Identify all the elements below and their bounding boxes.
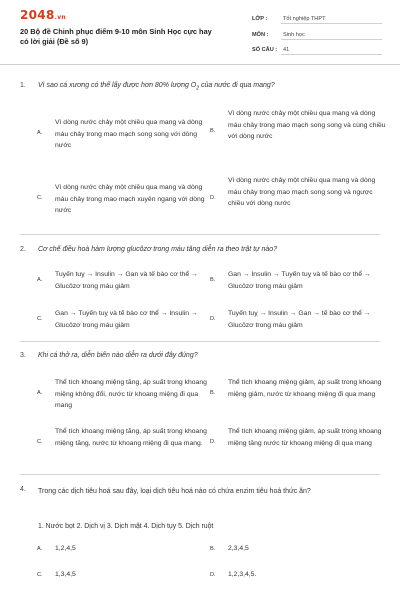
option-letter: D.: [210, 195, 216, 201]
question-number: 1.: [20, 82, 26, 89]
option-text: Tuyến tuỵ → Insulin → Gan và tế bào cơ thể → Glucôzơ trong máu giảm: [55, 271, 198, 290]
option-letter: A.: [37, 390, 43, 396]
option-letter: B.: [210, 546, 216, 552]
option-letter: C.: [37, 572, 43, 578]
choice-list: 1. Nước bọt 2. Dịch vị 3. Dịch mật 4. Dịch tụy 5. Dịch ruột: [38, 523, 214, 530]
question-divider: [20, 474, 380, 475]
stem-subscript: 2: [196, 85, 200, 92]
option-text: Thể tích khoang miệng giảm, áp suất trong khoang miệng giảm, nước từ khoang miệng đi qua mang: [228, 379, 382, 398]
meta-value: Sinh học: [283, 32, 305, 38]
site-logo[interactable]: [20, 8, 66, 22]
option-text: Gan → Tuyến tuỵ và tế bào cơ thể → Insulin → Glucôzơ trong máu giảm: [55, 310, 198, 329]
stem-text: Vì sao cá xương có thể lấy được hơn 80% lượng O: [38, 82, 197, 89]
option-letter: C.: [37, 316, 43, 322]
option-text: 1,3,4,5: [55, 571, 76, 578]
meta-key: LỚP :: [252, 16, 268, 22]
meta-key: SỐ CÂU :: [252, 47, 278, 53]
meta-row-subject: [252, 29, 382, 40]
option-letter: C.: [37, 439, 43, 445]
meta-underline: [281, 23, 382, 24]
option-text: Vì dòng nước chảy một chiều qua mang và dòng máu chảy trong mao mạch song song và ngược chiều với dòng nước: [228, 177, 376, 207]
option-letter: C.: [37, 195, 43, 201]
option-letter: D.: [210, 439, 216, 445]
option-letter: D.: [210, 316, 216, 322]
option-text: Vì dòng nước chảy một chiều qua mang và dòng máu chảy trong mao mạch song song với dòng nước: [55, 119, 203, 149]
question-number: 4.: [20, 486, 26, 493]
question-stem: Trong các dịch tiêu hoá sau đây, loại dịch tiêu hoá nào có chứa enzim tiêu hoá thức ăn?: [38, 488, 311, 495]
question-stem: Cơ chế điều hoà hàm lượng glucôzơ trong máu tăng diễn ra theo trật tự nào?: [38, 246, 278, 253]
question-stem: Khi cá thở ra, diễn biến nào diễn ra dưới đây đúng?: [38, 352, 198, 359]
meta-row-count: [252, 44, 382, 55]
document-header: [0, 0, 400, 65]
meta-value: 41: [283, 47, 290, 53]
option-letter: B.: [210, 390, 216, 396]
option-text: Tuyến tuỵ → Insulin → Gan → tế bào cơ thể → Glucôzơ trong máu giảm: [228, 310, 371, 329]
option-letter: A.: [37, 277, 43, 283]
option-text: 1,2,4,5: [55, 545, 76, 552]
stem-text: của nước đi qua mang?: [199, 82, 275, 89]
meta-value: Tốt nghiệp THPT: [283, 16, 326, 22]
question-divider: [20, 234, 380, 235]
option-text: Vì dòng nước chảy một chiều qua mang và dòng máu chảy trong mao mạch xuyên ngang với dòng nước: [55, 184, 205, 214]
question-number: 3.: [20, 352, 26, 359]
option-letter: B.: [210, 128, 216, 134]
meta-underline: [281, 54, 382, 55]
option-text: 2,3,4,5: [228, 545, 249, 552]
option-letter: D.: [210, 572, 216, 578]
question-divider: [20, 341, 380, 342]
option-text: Thể tích khoang miệng tăng, áp suất trong khoang miệng tăng, nước từ khoang miệng đi qua mang.: [55, 428, 207, 447]
meta-row-class: [252, 13, 382, 24]
option-text: Vì dòng nước chảy một chiều qua mang và dòng máu chảy trong mao mạch song song và cùng chiều với dòng nước: [228, 110, 386, 140]
option-text: Thể tích khoang miệng giảm, áp suất trong khoang miệng tăng nước từ khoang miệng đi qua mang: [228, 428, 382, 447]
logo-main: 2048: [20, 8, 55, 22]
meta-key: MÔN :: [252, 32, 269, 38]
option-letter: B.: [210, 277, 216, 283]
question-number: 2.: [20, 246, 26, 253]
option-text: Gan → Insulin → Tuyến tuỵ và tế bào cơ thể → Glucôzơ trong máu giảm: [228, 271, 371, 290]
document-title: 20 Bộ đề Chinh phục điểm 9-10 môn Sinh Học cực hay có lời giải (Đề số 9): [20, 27, 212, 46]
option-text: Thể tích khoang miệng tăng, áp suất trong khoang miệng không đổi, nước từ khoang miệng đi qua mang: [55, 379, 207, 409]
logo-tld: .vn: [54, 14, 66, 21]
option-text: 1,2,3,4,5.: [228, 571, 257, 578]
question-stem: [38, 82, 275, 91]
meta-underline: [281, 39, 382, 40]
option-letter: A.: [37, 130, 43, 136]
option-letter: A.: [37, 546, 43, 552]
